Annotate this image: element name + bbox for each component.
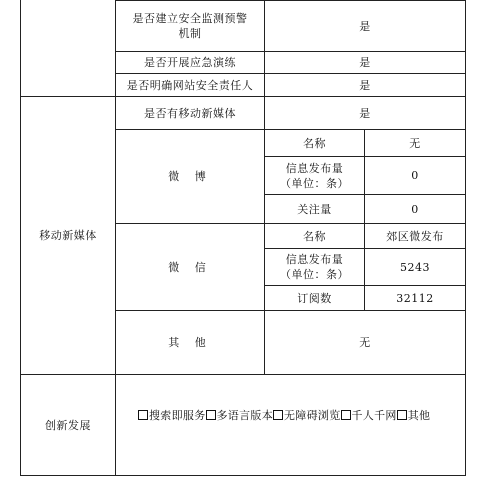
option-label: 多语言版本 <box>216 409 273 422</box>
weibo-name-value: 无 <box>409 136 421 150</box>
security-responsible-label: 是否明确网站安全责任人 <box>126 78 254 92</box>
innovation-label: 创新发展 <box>45 418 91 432</box>
checkbox-icon[interactable] <box>273 410 283 420</box>
option-personalized-web[interactable] <box>341 407 397 423</box>
option-label: 千人千网 <box>351 409 397 422</box>
grid-line <box>465 0 466 476</box>
other-label: 其 他 <box>168 336 212 349</box>
weibo-followers-value: 0 <box>411 202 419 216</box>
grid-line <box>20 475 466 476</box>
weibo-followers-label: 关注量 <box>297 202 332 216</box>
option-multilingual[interactable] <box>206 407 274 423</box>
wechat-name-label: 名称 <box>303 229 326 243</box>
wechat-posts-value: 5243 <box>400 260 430 274</box>
warning-mechanism-label: 是否建立安全监测预警 机制 <box>132 12 248 40</box>
option-label: 搜索即服务 <box>149 409 206 422</box>
wechat-posts-label: 信息发布量 （单位：条） <box>280 253 349 281</box>
option-search-as-service[interactable] <box>138 407 206 423</box>
option-label: 无障碍浏览 <box>284 409 341 422</box>
mobile-media-section-label: 移动新媒体 <box>39 229 97 242</box>
has-mobile-media-value: 是 <box>359 106 371 120</box>
wechat-label: 微 信 <box>168 260 212 274</box>
checkbox-icon[interactable] <box>341 410 351 420</box>
option-label: 其他 <box>407 409 431 422</box>
option-accessible-browsing[interactable] <box>273 407 341 423</box>
emergency-drill-label: 是否开展应急演练 <box>144 56 236 69</box>
warning-mechanism-value: 是 <box>359 19 371 33</box>
wechat-subscribers-label: 订阅数 <box>297 291 332 305</box>
weibo-posts-label: 信息发布量 （单位：条） <box>280 161 349 190</box>
has-mobile-media-label: 是否有移动新媒体 <box>144 106 236 120</box>
wechat-subscribers-value: 32112 <box>396 291 434 305</box>
checkbox-icon[interactable] <box>138 410 148 420</box>
weibo-name-label: 名称 <box>303 136 326 150</box>
checkbox-icon[interactable] <box>206 410 216 420</box>
wechat-name-value: 郊区微发布 <box>386 229 444 243</box>
weibo-posts-value: 0 <box>411 169 419 182</box>
option-other[interactable] <box>397 407 431 423</box>
checkbox-icon[interactable] <box>397 410 407 420</box>
weibo-label: 微 博 <box>168 170 212 183</box>
other-value: 无 <box>359 336 371 349</box>
security-responsible-value: 是 <box>359 78 371 92</box>
emergency-drill-value: 是 <box>359 56 371 69</box>
innovation-options <box>115 404 465 426</box>
